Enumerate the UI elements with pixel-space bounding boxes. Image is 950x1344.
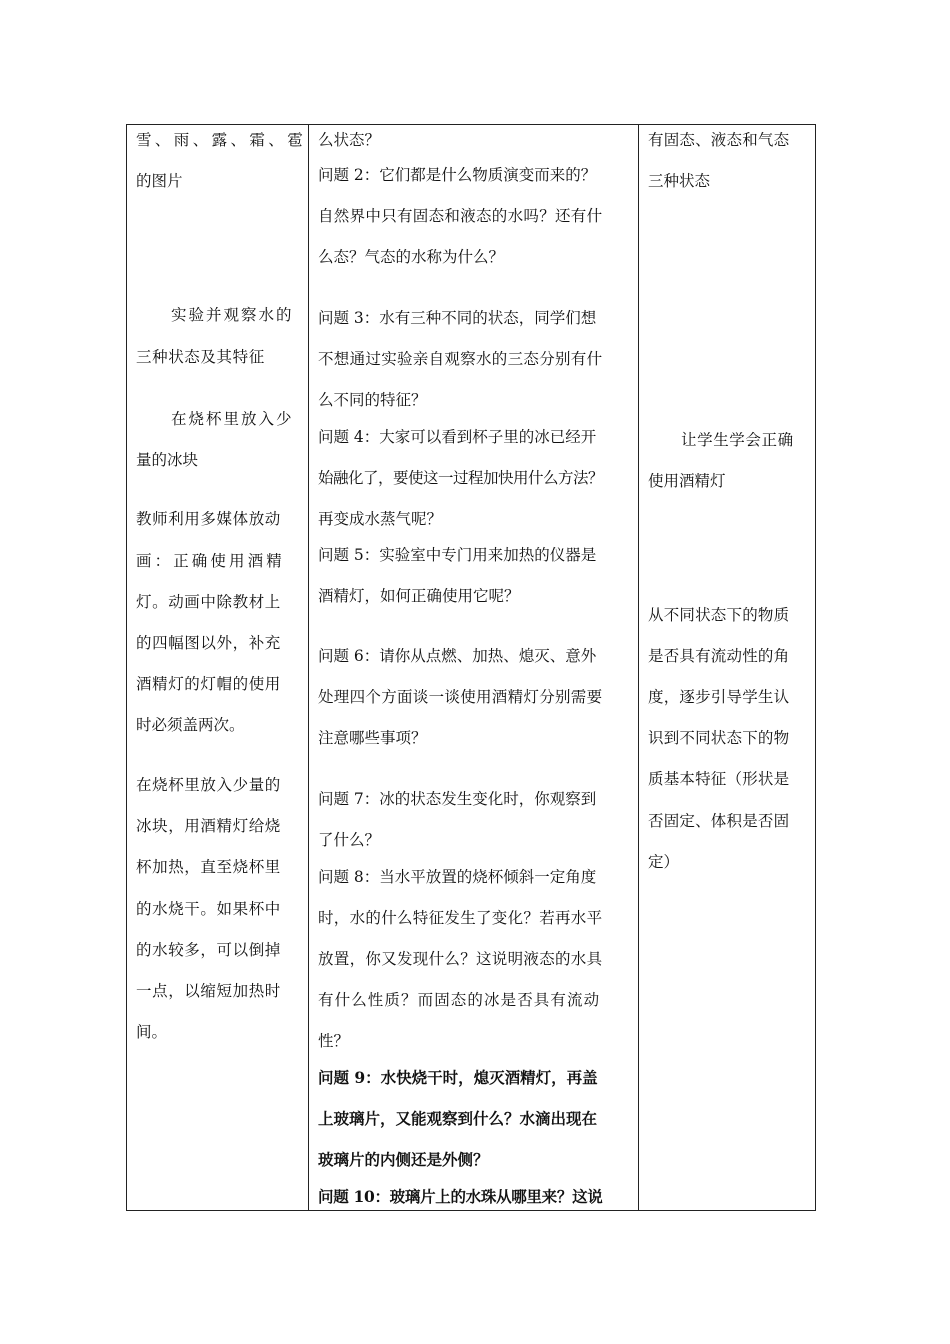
text-line: 了什么？ [318, 831, 381, 849]
activity-column [127, 125, 308, 1210]
text-line: 画：正确使用酒精 [136, 552, 285, 570]
text-line: 识到不同状态下的物 [648, 729, 790, 747]
text-line: 时必须盖两次。 [136, 716, 245, 734]
text-line: 定） [648, 853, 680, 871]
text-line: 时，水的什么特征发生了变化？若再水平 [318, 909, 603, 927]
text-line: 问题 6：请你从点燃、加热、熄灭、意外 [318, 647, 597, 665]
text-line: 么状态？ [318, 131, 381, 149]
text-line: 一点，以缩短加热时 [136, 982, 281, 1000]
text-line: 自然界中只有固态和液态的水吗？还有什 [318, 207, 603, 225]
text-line: 上玻璃片，又能观察到什么？水滴出现在 [318, 1109, 598, 1128]
text-line: 么不同的特征？ [318, 391, 427, 409]
text-line: 问题 5：实验室中专门用来加热的仪器是 [318, 546, 597, 564]
text-line: 实验并观察水的 [171, 306, 294, 324]
text-line: 的水较多，可以倒掉 [136, 941, 281, 959]
text-line: 在烧杯里放入少 [171, 410, 294, 428]
text-line: 问题 7：冰的状态发生变化时，你观察到 [318, 790, 597, 808]
text-line: 问题 10：玻璃片上的水珠从哪里来？这说 [318, 1187, 603, 1206]
text-line: 酒精灯，如何正确使用它呢？ [318, 587, 520, 605]
text-line: 再变成水蒸气呢？ [318, 510, 443, 528]
lesson-table [126, 124, 816, 1211]
text-line: 度，逐步引导学生认 [648, 688, 790, 706]
text-line: 性？ [318, 1032, 350, 1050]
text-line: 的水烧干。如果杯中 [136, 900, 281, 918]
text-line: 使用酒精灯 [648, 472, 726, 490]
question-column [308, 125, 638, 1210]
text-line: 从不同状态下的物质 [648, 606, 790, 624]
text-line: 的四幅图以外，补充 [136, 634, 281, 652]
text-line: 问题 2：它们都是什么物质演变而来的？ [318, 166, 597, 184]
text-line: 灯。动画中除教材上 [136, 593, 281, 611]
text-line: 酒精灯的灯帽的使用 [136, 675, 281, 693]
text-line: 质基本特征（形状是 [648, 770, 790, 788]
text-line: 教师利用多媒体放动 [136, 510, 281, 528]
text-line: 雪、雨、露、霜、雹 [136, 131, 307, 149]
text-line: 冰块，用酒精灯给烧 [136, 817, 281, 835]
text-line: 问题 9：水快烧干时，熄灭酒精灯，再盖 [318, 1068, 598, 1087]
text-line: 的图片 [136, 172, 183, 190]
text-line: 注意哪些事项？ [318, 729, 427, 747]
text-line: 让学生学会正确 [681, 431, 794, 449]
text-line: 始融化了，要使这一过程加快用什么方法？ [318, 469, 604, 487]
text-line: 否固定、体积是否固 [648, 812, 790, 830]
text-line: 不想通过实验亲自观察水的三态分别有什 [318, 350, 603, 368]
text-line: 量的冰块 [136, 451, 199, 469]
text-line: 三种状态 [648, 172, 711, 190]
text-line: 问题 8：当水平放置的烧杯倾斜一定角度 [318, 868, 597, 886]
text-line: 杯加热，直至烧杯里 [136, 858, 281, 876]
text-line: 有什么性质？而固态的冰是否具有流动 [318, 991, 601, 1009]
text-line: 放置，你又发现什么？这说明液态的水具 [318, 950, 603, 968]
text-line: 玻璃片的内侧还是外侧？ [318, 1150, 489, 1169]
text-line: 在烧杯里放入少量的 [136, 776, 281, 794]
text-line: 么态？气态的水称为什么？ [318, 248, 505, 266]
text-line: 处理四个方面谈一谈使用酒精灯分别需要 [318, 688, 603, 706]
text-line: 是否具有流动性的角 [648, 647, 790, 665]
text-line: 间。 [136, 1023, 168, 1041]
text-line: 问题 3：水有三种不同的状态，同学们想 [318, 309, 597, 327]
intent-column [638, 125, 815, 1210]
text-line: 三种状态及其特征 [136, 348, 265, 366]
text-line: 有固态、液态和气态 [648, 131, 790, 149]
text-line: 问题 4：大家可以看到杯子里的冰已经开 [318, 428, 597, 446]
